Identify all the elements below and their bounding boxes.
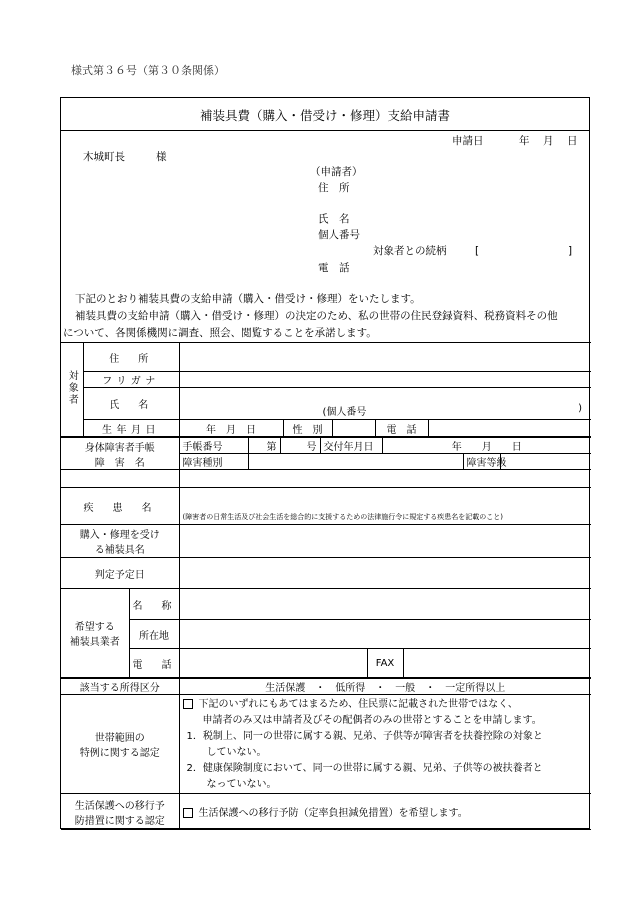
welfare-label: 生活保護への移行予 防措置に関する認定 — [61, 794, 179, 830]
subject-sex-label: 性 別 — [283, 420, 332, 437]
household-checkbox[interactable] — [183, 699, 193, 709]
applicant-label: （申請者） — [310, 166, 363, 178]
relation-bracket-open: [ — [475, 245, 480, 257]
date-month[interactable]: 月 — [543, 135, 554, 147]
handbook-type-field[interactable] — [248, 454, 463, 470]
form-number: 様式第３６号（第３０条関係） — [71, 64, 225, 77]
handbook-number-unit-1: 第 — [248, 438, 280, 454]
handbook-label: 身体障害者手帳 障 害 名 — [61, 438, 179, 470]
vendor-label: 希望する 補装具業者 — [61, 589, 129, 678]
certification-table — [61, 678, 591, 830]
subject-id-open: (個人番号 — [322, 407, 367, 418]
subject-birth-field[interactable]: 年 月 日 — [179, 420, 283, 437]
welfare-content — [179, 794, 591, 830]
device-field[interactable] — [179, 525, 591, 558]
subject-name-label: 氏 名 — [83, 388, 179, 420]
vendor-name-label: 名 称 — [129, 589, 179, 620]
welfare-checkbox[interactable] — [183, 808, 193, 818]
applicant-phone-label: 電 話 — [318, 262, 350, 274]
form-title: 補装具費（購入・借受け・修理）支給申請書 — [199, 108, 450, 123]
vendor-fax-field[interactable] — [403, 649, 591, 678]
disease-label: 疾 患 名 — [61, 488, 179, 525]
subject-address-label: 住 所 — [83, 343, 179, 372]
income-label: 該当する所得区分 — [61, 679, 179, 695]
handbook-table — [61, 437, 591, 488]
date-year[interactable]: 年 — [519, 135, 530, 147]
statement-line-2: 補装具費の支給申請（購入・借受け・修理）の決定のため、私の世帯の住民登録資料、税務資料その他 — [75, 310, 558, 322]
relation-bracket-close: ] — [568, 245, 573, 257]
applicant-id-label: 個人番号 — [318, 229, 360, 241]
handbook-extra-field[interactable] — [179, 470, 591, 488]
vendor-phone-label: 電 話 — [129, 649, 179, 678]
handbook-issue-label: 交付年月日 — [320, 438, 382, 454]
vendor-fax-label: FAX — [367, 649, 403, 678]
welfare-text: 生活保護への移行予防（定率負担減免措置）を希望します。 — [198, 808, 468, 819]
handbook-extra-label-cell — [61, 470, 179, 488]
household-line-1: 下記のいずれにもあてはまるため、住民票に記載された世帯ではなく、 — [198, 699, 518, 710]
subject-sex-field[interactable] — [332, 420, 375, 437]
handbook-number-label: 手帳番号 — [179, 438, 248, 454]
handbook-grade-label: 障害等級 — [463, 454, 500, 470]
household-item-2a: 2．健康保険制度において、同一の世帯に属する親、兄弟、子供等の被扶養者と — [186, 763, 543, 774]
date-label: 申請日 — [452, 135, 484, 147]
statement-line-1: 下記のとおり補装具費の支給申請（購入・借受け・修理）をいたします。 — [75, 293, 421, 305]
title-row — [61, 98, 589, 131]
subject-address-field[interactable] — [179, 343, 591, 372]
income-options[interactable]: 生活保護 ・ 低所得 ・ 一般 ・ 一定所得以上 — [179, 679, 591, 695]
applicant-name-label: 氏 名 — [318, 213, 350, 225]
subject-name-field[interactable] — [179, 388, 591, 420]
application-form — [60, 97, 590, 829]
disease-note: (障害者の日常生活及び社会生活を総合的に支援するための法律施行令に規定する疾患名を記載のこと) — [182, 513, 503, 521]
device-label: 購入・修理を受け る補装具名 — [61, 525, 179, 558]
household-label: 世帯範囲の 特例に関する認定 — [61, 695, 179, 794]
subject-phone-label: 電 話 — [375, 420, 428, 437]
handbook-issue-field[interactable]: 年 月 日 — [382, 438, 591, 454]
disease-field[interactable] — [179, 488, 591, 525]
medical-table — [61, 487, 591, 589]
vendor-table — [61, 588, 591, 678]
relation-label: 対象者との続柄 — [373, 245, 447, 257]
subject-id-close: ) — [578, 403, 583, 414]
vendor-name-field[interactable] — [179, 589, 591, 620]
honorific: 様 — [156, 151, 167, 163]
household-item-2b: なっていない。 — [206, 779, 277, 790]
statement-line-3: について、各関係機関に調査、照会、閲覧することを承諾します。 — [63, 327, 377, 339]
household-content — [179, 695, 591, 794]
handbook-number-unit-2[interactable]: 号 — [280, 438, 320, 454]
judgment-label: 判定予定日 — [61, 558, 179, 589]
date-day[interactable]: 日 — [567, 135, 578, 147]
subject-phone-field[interactable] — [428, 420, 591, 437]
subject-furigana-label: フリガナ — [83, 372, 179, 388]
household-item-1b: していない。 — [206, 747, 267, 758]
addressee: 木城町長 — [83, 151, 125, 163]
handbook-grade-field[interactable] — [500, 454, 591, 470]
vendor-location-label: 所在地 — [129, 620, 179, 649]
vendor-location-field[interactable] — [179, 620, 591, 649]
vendor-phone-field[interactable] — [179, 649, 367, 678]
subject-furigana-field[interactable] — [179, 372, 591, 388]
judgment-field[interactable] — [179, 558, 591, 589]
subject-group-label: 対象者 — [61, 343, 83, 437]
subject-table — [61, 342, 591, 437]
applicant-address-label: 住 所 — [318, 182, 350, 194]
subject-birth-label: 生年月日 — [83, 420, 179, 437]
household-item-1a: 1．税制上、同一の世帯に属する親、兄弟、子供等が障害者を扶養控除の対象と — [186, 731, 543, 742]
handbook-type-label: 障害種別 — [179, 454, 248, 470]
household-line-2: 申請者のみ又は申請者及びその配偶者のみの世帯とすることを申請します。 — [202, 715, 542, 726]
